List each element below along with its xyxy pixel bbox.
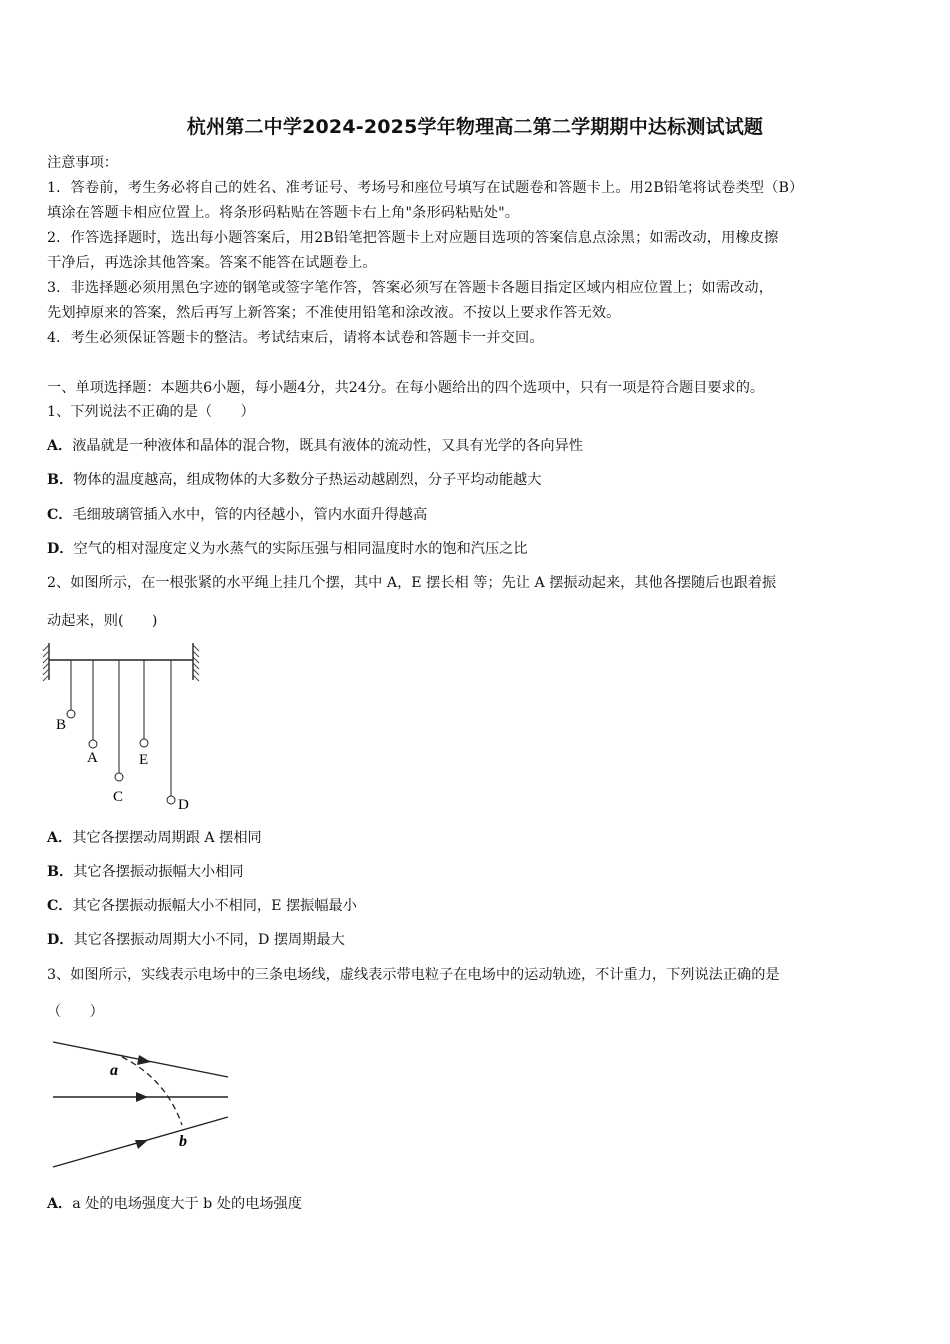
q2-option-a xyxy=(47,827,262,847)
label-a: a xyxy=(110,1062,118,1079)
notice-line: 4．考生必须保证答题卡的整洁。考试结束后，请将本试卷和答题卡一并交回。 xyxy=(47,330,544,346)
question-2-stem-cont: 动起来，则( ) xyxy=(47,613,158,629)
option-label: B． xyxy=(47,864,74,880)
question-1-stem: 1、下列说法不正确的是（ ） xyxy=(47,404,255,420)
q1-option-b xyxy=(47,469,541,489)
notice-line: 3．非选择题必须用黑色字迹的钢笔或签字笔作答，答案必须写在答题卡各题目指定区域内相应位置上；如需改动， xyxy=(47,280,774,296)
notice-line: 先划掉原来的答案，然后再写上新答案；不准使用铅笔和涂改液。不按以上要求作答无效。 xyxy=(47,305,621,321)
option-label: A． xyxy=(47,830,73,846)
option-text: a 处的电场强度大于 b 处的电场强度 xyxy=(72,1196,302,1212)
question-2-stem: 2、如图所示，在一根张紧的水平绳上挂几个摆，其中 A，E 摆长相 等；先让 A 摆振动起来，其他各摆随后也跟着振 xyxy=(47,575,777,591)
label-a: A xyxy=(87,750,98,766)
option-label: D． xyxy=(47,541,74,557)
electric-field-figure xyxy=(48,1035,234,1175)
option-text: 其它各摆振动振幅大小不相同，E 摆振幅最小 xyxy=(72,898,357,914)
option-text: 物体的温度越高，组成物体的大多数分子热运动越剧烈，分子平均动能越大 xyxy=(73,472,542,488)
notice-line: 填涂在答题卡相应位置上。将条形码粘贴在答题卡右上角"条形码粘贴处"。 xyxy=(47,205,520,221)
q2-option-d xyxy=(47,929,345,949)
q3-option-a xyxy=(47,1193,302,1213)
option-text: 液晶就是一种液体和晶体的混合物，既具有液体的流动性，又具有光学的各向异性 xyxy=(72,438,583,454)
q1-option-a xyxy=(47,435,583,455)
page-title: 杭州第二中学2024-2025学年物理高二第二学期期中达标测试试题 xyxy=(186,116,764,138)
option-text: 毛细玻璃管插入水中，管的内径越小，管内水面升得越高 xyxy=(72,507,428,523)
option-label: A． xyxy=(47,438,73,454)
notice-line: 2．作答选择题时，选出每小题答案后，用2B铅笔把答题卡上对应题目选项的答案信息点涂黑；如需改动，用橡皮擦 xyxy=(47,230,779,246)
question-3-stem-cont: （ ） xyxy=(47,1004,104,1020)
label-b: b xyxy=(179,1133,187,1150)
pendulum-figure xyxy=(38,640,208,815)
q1-option-d xyxy=(47,538,528,558)
option-label: D． xyxy=(47,932,74,948)
label-b: B xyxy=(56,717,67,733)
q1-option-c xyxy=(47,504,427,524)
label-d: D xyxy=(178,797,189,813)
label-c: C xyxy=(113,789,124,805)
option-label: B． xyxy=(47,472,74,488)
q2-option-b xyxy=(47,861,243,881)
q2-option-c xyxy=(47,895,357,915)
section-heading: 一、单项选择题：本题共6小题，每小题4分，共24分。在每小题给出的四个选项中，只有一项是符合题目要求的。 xyxy=(47,380,765,396)
option-text: 其它各摆振动振幅大小相同 xyxy=(73,864,244,880)
label-e: E xyxy=(139,752,149,768)
option-label: A． xyxy=(47,1196,73,1212)
notice-line: 1．答卷前，考生务必将自己的姓名、准考证号、考场号和座位号填写在试题卷和答题卡上。用2B铅笔将试卷类型（B） xyxy=(47,180,804,196)
question-3-stem: 3、如图所示，实线表示电场中的三条电场线，虚线表示带电粒子在电场中的运动轨迹，不计重力，下列说法正确的是 xyxy=(47,967,780,983)
notice-heading: 注意事项： xyxy=(47,155,118,171)
option-text: 空气的相对湿度定义为水蒸气的实际压强与相同温度时水的饱和汽压之比 xyxy=(73,541,528,557)
option-label: C． xyxy=(47,507,73,523)
notice-line: 干净后，再选涂其他答案。答案不能答在试题卷上。 xyxy=(47,255,377,271)
option-label: C． xyxy=(47,898,73,914)
option-text: 其它各摆摆动周期跟 A 摆相同 xyxy=(72,830,262,846)
option-text: 其它各摆振动周期大小不同，D 摆周期最大 xyxy=(73,932,345,948)
